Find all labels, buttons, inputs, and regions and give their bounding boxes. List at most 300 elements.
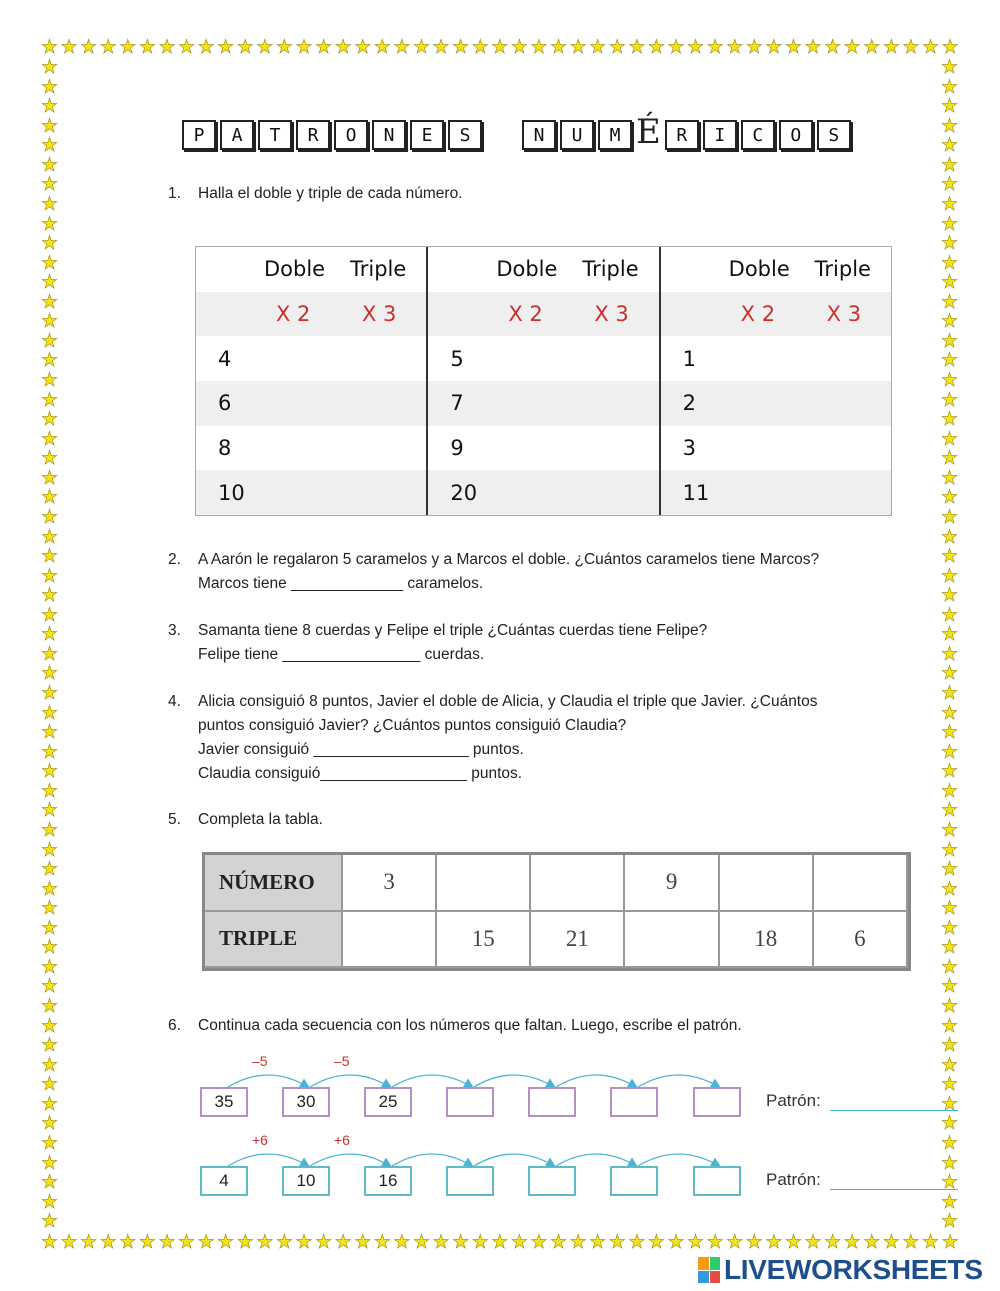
sequence-arrow (228, 1154, 308, 1166)
row-number: 8 (218, 436, 232, 461)
star-icon: ★ (40, 96, 59, 118)
liveworksheets-logo (698, 1254, 983, 1286)
multiplier-doble: X 2 (740, 302, 776, 326)
star-icon: ★ (608, 37, 626, 58)
star-icon: ★ (373, 37, 391, 58)
star-icon: ★ (647, 37, 665, 58)
star-icon: ★ (510, 1232, 528, 1253)
multiplier-doble: X 2 (508, 302, 543, 326)
star-icon: ★ (940, 898, 959, 920)
star-icon: ★ (40, 761, 59, 783)
multiplier-doble: X 2 (276, 302, 311, 326)
title-letter: R (665, 120, 699, 150)
star-icon: ★ (138, 37, 156, 58)
star-icon: ★ (40, 1015, 59, 1037)
star-icon: ★ (295, 37, 313, 58)
row-number: 3 (682, 436, 697, 461)
star-icon: ★ (40, 311, 59, 333)
row-number: 20 (450, 480, 478, 505)
star-icon: ★ (784, 37, 802, 58)
star-icon: ★ (940, 624, 959, 646)
star-icon: ★ (940, 996, 959, 1017)
pattern-label: Patrón: (766, 1170, 821, 1189)
row-number: 10 (218, 480, 245, 505)
star-icon: ★ (40, 683, 59, 704)
sequence-arrow (392, 1154, 472, 1166)
star-icon: ★ (40, 350, 59, 372)
operation-label: –5 (334, 1053, 350, 1069)
star-icon: ★ (40, 272, 59, 294)
star-icon: ★ (40, 252, 59, 274)
star-icon: ★ (940, 565, 959, 587)
star-icon: ★ (940, 839, 959, 861)
star-icon: ★ (940, 604, 959, 626)
table-cell: 3 (343, 855, 437, 912)
star-icon: ★ (178, 1232, 196, 1253)
title-letter: C (741, 120, 775, 150)
star-icon: ★ (940, 722, 959, 744)
pattern-answer-line[interactable] (830, 1189, 958, 1190)
answer-marcos[interactable]: Marcos tiene _____________ caramelos. (198, 575, 484, 592)
star-icon: ★ (80, 37, 98, 58)
question-2: 2. A Aarón le regalaron 5 caramelos y a Marcos el doble. ¿Cuántos caramelos tiene Marcos? Marcos tiene _____________ caramelos. (168, 548, 819, 596)
star-icon: ★ (843, 1232, 861, 1253)
star-icon: ★ (40, 409, 59, 431)
liveworksheets-logo-icon (698, 1257, 720, 1283)
star-icon: ★ (40, 115, 59, 137)
star-icon: ★ (217, 37, 235, 58)
star-icon: ★ (40, 487, 59, 509)
star-icon: ★ (354, 37, 372, 58)
star-icon: ★ (40, 1232, 59, 1253)
star-icon: ★ (412, 1232, 430, 1253)
title-letter: I (703, 120, 737, 150)
sequence-arrow (556, 1154, 636, 1166)
star-icon: ★ (40, 878, 59, 900)
star-icon: ★ (40, 898, 59, 920)
star-icon: ★ (40, 585, 59, 607)
title-letter: O (334, 120, 368, 150)
star-icon: ★ (940, 252, 959, 274)
star-icon: ★ (589, 1232, 607, 1253)
star-icon: ★ (40, 663, 59, 685)
star-icon: ★ (471, 37, 489, 58)
star-icon: ★ (550, 37, 568, 58)
multiplier-triple: X 3 (594, 302, 629, 326)
star-icon: ★ (40, 976, 59, 998)
star-icon: ★ (432, 1232, 450, 1253)
star-icon: ★ (940, 1132, 959, 1154)
star-icon: ★ (940, 154, 959, 176)
star-icon: ★ (256, 37, 274, 58)
header-triple: Triple (350, 257, 407, 282)
star-icon: ★ (940, 311, 959, 333)
logo-square (710, 1271, 721, 1284)
star-icon: ★ (940, 135, 959, 157)
star-icon: ★ (452, 1232, 470, 1253)
brand-name: LIVEWORKSHEETS (724, 1254, 983, 1285)
star-icon: ★ (40, 1191, 59, 1213)
star-icon: ★ (40, 37, 59, 58)
star-icon: ★ (940, 1074, 959, 1096)
star-icon: ★ (647, 1232, 665, 1253)
star-icon: ★ (40, 506, 59, 528)
star-icon: ★ (40, 1074, 59, 1096)
star-icon: ★ (354, 1232, 372, 1253)
star-icon: ★ (197, 37, 215, 58)
star-icon: ★ (765, 37, 783, 58)
star-icon: ★ (940, 213, 959, 235)
pattern-label: Patrón: (766, 1091, 821, 1110)
sequence-box: 4 (200, 1166, 248, 1196)
star-icon: ★ (863, 37, 881, 58)
question-4: 4. Alicia consiguió 8 puntos, Javier el doble de Alicia, y Claudia el triple que Javier. ¿Cuántos puntos consiguió Javier? ¿Cuántos puntos consiguió Claudia? Javier consiguió __________________ puntos. Claudia consiguió_________________ puntos. (168, 690, 818, 786)
star-icon: ★ (940, 819, 959, 841)
star-icon: ★ (940, 683, 959, 704)
star-icon: ★ (940, 350, 959, 372)
header-triple: Triple (814, 257, 871, 282)
table-cell: 21 (531, 912, 625, 969)
star-icon: ★ (804, 37, 822, 58)
star-icon: ★ (706, 37, 724, 58)
star-icon: ★ (138, 1232, 156, 1253)
title-letter: S (448, 120, 482, 150)
star-icon: ★ (940, 1172, 959, 1194)
row-number: 1 (682, 346, 697, 371)
star-icon: ★ (940, 233, 959, 255)
star-icon: ★ (902, 37, 920, 58)
star-icon: ★ (40, 76, 59, 98)
star-icon: ★ (40, 174, 59, 196)
star-icon: ★ (940, 741, 959, 763)
star-icon: ★ (530, 37, 548, 58)
sequence-box[interactable] (693, 1166, 741, 1196)
row-label: TRIPLE (205, 912, 343, 969)
star-icon: ★ (334, 37, 352, 58)
sequence-box[interactable] (446, 1166, 494, 1196)
star-icon: ★ (40, 859, 59, 881)
star-icon: ★ (40, 370, 59, 391)
star-icon: ★ (40, 917, 59, 939)
star-icon: ★ (569, 1232, 587, 1253)
star-icon: ★ (40, 526, 59, 548)
star-icon: ★ (491, 37, 509, 58)
star-icon: ★ (940, 448, 959, 470)
star-icon: ★ (940, 956, 959, 978)
star-icon: ★ (40, 624, 59, 646)
star-icon: ★ (843, 37, 861, 58)
star-icon: ★ (824, 1232, 842, 1253)
table-cell: 6 (814, 912, 908, 969)
star-icon: ★ (765, 1232, 783, 1253)
title-letter: M (598, 120, 632, 150)
multiplier-triple: X 3 (362, 302, 397, 326)
sequence-box[interactable] (528, 1166, 576, 1196)
star-icon: ★ (40, 291, 59, 313)
star-icon: ★ (40, 1132, 59, 1154)
star-icon: ★ (940, 1093, 959, 1115)
star-icon: ★ (941, 1232, 959, 1253)
star-icon: ★ (236, 1232, 254, 1253)
star-icon: ★ (40, 996, 59, 1017)
logo-square (698, 1271, 709, 1284)
star-icon: ★ (60, 1232, 78, 1253)
star-icon: ★ (40, 819, 59, 841)
star-icon: ★ (784, 1232, 802, 1253)
star-icon: ★ (393, 1232, 411, 1253)
sequence-arrow (310, 1154, 390, 1166)
star-icon: ★ (158, 37, 176, 58)
row-number: 11 (682, 480, 710, 505)
star-icon: ★ (726, 1232, 744, 1253)
star-icon: ★ (412, 37, 430, 58)
question-1-text: Halla el doble y triple de cada número. (198, 185, 463, 202)
star-icon: ★ (432, 37, 450, 58)
star-icon: ★ (569, 37, 587, 58)
star-icon: ★ (940, 878, 959, 900)
star-icon: ★ (178, 37, 196, 58)
title-letter: S (817, 120, 851, 150)
star-icon: ★ (940, 1191, 959, 1213)
star-icon: ★ (882, 1232, 900, 1253)
star-icon: ★ (373, 1232, 391, 1253)
answer-javier[interactable]: Javier consiguió __________________ puntos. (198, 741, 524, 758)
star-icon: ★ (119, 1232, 137, 1253)
star-icon: ★ (940, 1211, 959, 1233)
star-icon: ★ (40, 956, 59, 978)
star-icon: ★ (745, 37, 763, 58)
star-icon: ★ (40, 702, 59, 724)
operation-label: +6 (334, 1132, 350, 1148)
row-number: 2 (682, 391, 697, 416)
header-triple: Triple (582, 257, 639, 282)
star-icon: ★ (804, 1232, 822, 1253)
star-icon: ★ (902, 1232, 920, 1253)
star-icon: ★ (40, 643, 59, 665)
star-icon: ★ (510, 37, 528, 58)
star-icon: ★ (940, 1015, 959, 1037)
table-cell: 15 (437, 912, 531, 969)
star-icon: ★ (940, 467, 959, 489)
star-icon: ★ (940, 1113, 959, 1135)
star-icon: ★ (628, 1232, 646, 1253)
star-icon: ★ (295, 1232, 313, 1253)
star-icon: ★ (40, 193, 59, 215)
star-icon: ★ (275, 1232, 293, 1253)
star-icon: ★ (315, 1232, 333, 1253)
title-letter: N (522, 120, 556, 150)
table-cell: 18 (720, 912, 814, 969)
star-icon: ★ (40, 546, 59, 568)
star-icon: ★ (940, 115, 959, 137)
sequence-box: 16 (364, 1166, 412, 1196)
star-icon: ★ (940, 859, 959, 881)
star-icon: ★ (99, 1232, 117, 1253)
sequence-arrow (638, 1154, 719, 1166)
star-icon: ★ (940, 1152, 959, 1174)
star-icon: ★ (40, 937, 59, 959)
sequence-arrow (474, 1154, 554, 1166)
star-icon: ★ (40, 154, 59, 176)
star-icon: ★ (236, 37, 254, 58)
star-icon: ★ (706, 1232, 724, 1253)
star-icon: ★ (40, 1152, 59, 1174)
sequence-box[interactable] (610, 1166, 658, 1196)
star-icon: ★ (940, 702, 959, 724)
star-icon: ★ (158, 1232, 176, 1253)
sequence-box: 35 (200, 1087, 248, 1117)
star-icon: ★ (40, 1035, 59, 1057)
star-icon: ★ (940, 428, 959, 450)
star-icon: ★ (940, 487, 959, 509)
operation-label: +6 (252, 1132, 268, 1148)
star-icon: ★ (491, 1232, 509, 1253)
title-letter: É (636, 112, 661, 152)
header-doble: Doble (496, 257, 558, 282)
star-icon: ★ (608, 1232, 626, 1253)
star-icon: ★ (315, 37, 333, 58)
star-icon: ★ (589, 37, 607, 58)
header-doble: Doble (264, 257, 326, 282)
star-icon: ★ (726, 37, 744, 58)
star-icon: ★ (940, 643, 959, 665)
star-icon: ★ (40, 741, 59, 763)
star-icon: ★ (275, 37, 293, 58)
multiplier-triple: X 3 (826, 302, 862, 326)
star-icon: ★ (80, 1232, 98, 1253)
star-icon: ★ (40, 1054, 59, 1076)
star-icon: ★ (940, 389, 959, 411)
star-icon: ★ (60, 37, 78, 58)
star-icon: ★ (334, 1232, 352, 1253)
logo-square (698, 1257, 709, 1270)
star-icon: ★ (940, 330, 959, 352)
star-icon: ★ (40, 1113, 59, 1135)
star-icon: ★ (40, 428, 59, 450)
star-icon: ★ (687, 37, 705, 58)
star-icon: ★ (40, 57, 59, 78)
star-icon: ★ (940, 57, 959, 78)
star-icon: ★ (119, 37, 137, 58)
star-icon: ★ (940, 800, 959, 822)
header-doble: Doble (728, 257, 790, 282)
star-icon: ★ (940, 193, 959, 215)
star-icon: ★ (687, 1232, 705, 1253)
row-number: 5 (450, 346, 464, 371)
star-icon: ★ (940, 937, 959, 959)
star-icon: ★ (940, 917, 959, 939)
star-icon: ★ (940, 1035, 959, 1057)
star-icon: ★ (217, 1232, 235, 1253)
star-icon: ★ (40, 1211, 59, 1233)
star-icon: ★ (40, 1172, 59, 1194)
star-icon: ★ (197, 1232, 215, 1253)
star-icon: ★ (452, 37, 470, 58)
title-letter: A (220, 120, 254, 150)
logo-square (710, 1257, 721, 1270)
star-icon: ★ (941, 37, 959, 58)
star-icon: ★ (471, 1232, 489, 1253)
star-icon: ★ (745, 1232, 763, 1253)
star-icon: ★ (863, 1232, 881, 1253)
star-icon: ★ (40, 839, 59, 861)
star-icon: ★ (530, 1232, 548, 1253)
star-icon: ★ (40, 213, 59, 235)
question-3: 3. Samanta tiene 8 cuerdas y Felipe el triple ¿Cuántas cuerdas tiene Felipe? Felipe tiene ________________ cuerdas. (168, 619, 707, 667)
star-icon: ★ (40, 604, 59, 626)
star-icon: ★ (40, 565, 59, 587)
question-5: 5. Completa la tabla. (168, 811, 323, 828)
title-letter: U (560, 120, 594, 150)
sequence-box: 25 (364, 1087, 412, 1117)
star-icon: ★ (40, 800, 59, 822)
star-icon: ★ (40, 330, 59, 352)
question-6: 6. Continua cada secuencia con los números que faltan. Luego, escribe el patrón. (168, 1017, 742, 1034)
row-number: 9 (450, 436, 464, 461)
star-icon: ★ (921, 37, 940, 58)
star-icon: ★ (393, 37, 411, 58)
star-icon: ★ (40, 467, 59, 489)
star-icon: ★ (940, 291, 959, 313)
star-icon: ★ (940, 526, 959, 548)
star-icon: ★ (40, 780, 59, 802)
row-number: 7 (450, 391, 464, 416)
star-icon: ★ (940, 174, 959, 196)
star-icon: ★ (940, 1054, 959, 1076)
star-icon: ★ (940, 976, 959, 998)
sequence-box: 10 (282, 1166, 330, 1196)
star-icon: ★ (940, 546, 959, 568)
title-letter: E (410, 120, 444, 150)
star-icon: ★ (99, 37, 117, 58)
title-letter: N (372, 120, 406, 150)
star-icon: ★ (940, 780, 959, 802)
row-label: NÚMERO (205, 855, 343, 912)
row-number: 6 (218, 391, 232, 416)
star-icon: ★ (940, 585, 959, 607)
table-cell: 9 (625, 855, 719, 912)
row-number: 4 (218, 346, 232, 371)
title-letter: R (296, 120, 330, 150)
star-icon: ★ (40, 233, 59, 255)
title-letter: O (779, 120, 813, 150)
operation-label: –5 (252, 1053, 268, 1069)
star-icon: ★ (40, 135, 59, 157)
star-icon: ★ (550, 1232, 568, 1253)
star-icon: ★ (40, 1093, 59, 1115)
star-icon: ★ (628, 37, 646, 58)
question-1: 1. Halla el doble y triple de cada número. (168, 185, 463, 202)
star-icon: ★ (940, 76, 959, 98)
star-icon: ★ (667, 37, 685, 58)
answer-claudia[interactable]: Claudia consiguió_________________ puntos. (198, 765, 523, 782)
star-icon: ★ (40, 448, 59, 470)
star-icon: ★ (882, 37, 900, 58)
star-icon: ★ (940, 506, 959, 528)
star-icon: ★ (824, 37, 842, 58)
star-icon: ★ (256, 1232, 274, 1253)
star-icon: ★ (940, 761, 959, 783)
star-icon: ★ (940, 96, 959, 118)
star-icon: ★ (940, 663, 959, 685)
star-icon: ★ (940, 370, 959, 391)
star-icon: ★ (921, 1232, 940, 1253)
star-icon: ★ (40, 722, 59, 744)
answer-felipe[interactable]: Felipe tiene ________________ cuerdas. (198, 646, 485, 663)
sequence-box: 30 (282, 1087, 330, 1117)
title-letter: T (258, 120, 292, 150)
star-icon: ★ (40, 389, 59, 411)
